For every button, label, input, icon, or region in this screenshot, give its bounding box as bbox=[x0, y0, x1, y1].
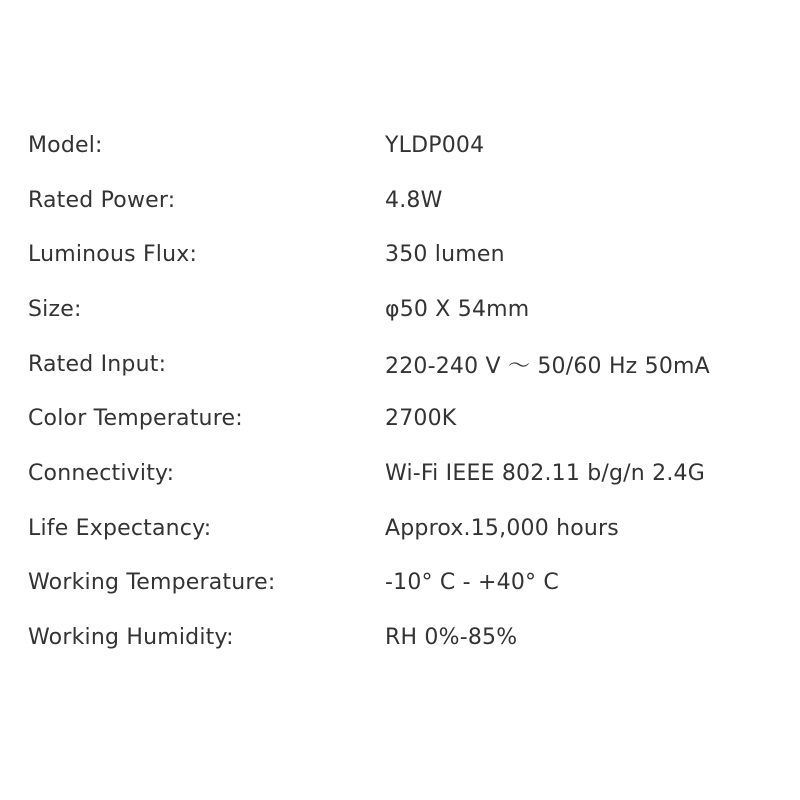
spec-label: Life Expectancy: bbox=[28, 515, 212, 541]
spec-value: RH 0%-85% bbox=[385, 625, 518, 651]
spec-value: Wi-Fi IEEE 802.11 b/g/n 2.4G bbox=[385, 460, 705, 486]
spec-row-rated-input bbox=[28, 337, 768, 392]
spec-value: YLDP004 bbox=[385, 132, 485, 158]
spec-label: Color Temperature: bbox=[28, 406, 243, 432]
spec-row-life-expectancy bbox=[28, 501, 768, 556]
spec-value: 220-240 V ～ 50/60 Hz 50mA bbox=[385, 353, 710, 379]
spec-value: -10° C - +40° C bbox=[385, 570, 559, 596]
spec-row-size bbox=[28, 282, 768, 337]
spec-label: Rated Input: bbox=[28, 351, 167, 377]
spec-value: 350 lumen bbox=[385, 242, 505, 268]
spec-row-connectivity bbox=[28, 446, 768, 501]
spec-row-luminous-flux bbox=[28, 227, 768, 282]
spec-label: Connectivity: bbox=[28, 460, 175, 486]
spec-label: Luminous Flux: bbox=[28, 242, 198, 268]
spec-value: Approx.15,000 hours bbox=[385, 515, 619, 541]
spec-label: Size: bbox=[28, 296, 82, 322]
spec-value: 4.8W bbox=[385, 187, 443, 213]
spec-row-model bbox=[28, 118, 768, 173]
spec-row-color-temperature bbox=[28, 391, 768, 446]
spec-label: Rated Power: bbox=[28, 187, 176, 213]
spec-row-working-temperature bbox=[28, 556, 768, 611]
spec-row-working-humidity bbox=[28, 610, 768, 665]
spec-label: Model: bbox=[28, 132, 103, 158]
spec-value: φ50 X 54mm bbox=[385, 296, 530, 322]
spec-table bbox=[28, 118, 768, 665]
spec-label: Working Temperature: bbox=[28, 570, 276, 596]
spec-row-rated-power bbox=[28, 173, 768, 228]
spec-value: 2700K bbox=[385, 406, 457, 432]
spec-label: Working Humidity: bbox=[28, 625, 234, 651]
